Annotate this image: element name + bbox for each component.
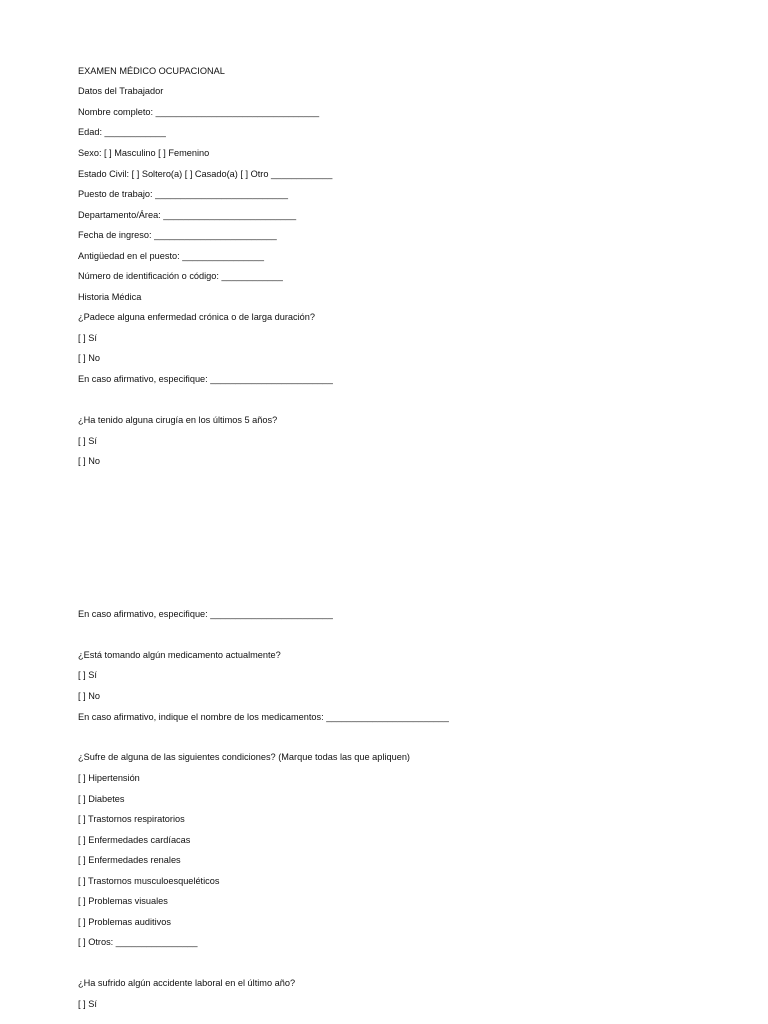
chronic-disease-specify-field: En caso afirmativo, especifique: ________________________ [78, 374, 333, 384]
age-field: Edad: ____________ [78, 127, 166, 137]
condition-option-respiratory: [ ] Trastornos respiratorios [78, 814, 185, 824]
condition-option-renal: [ ] Enfermedades renales [78, 855, 181, 865]
sex-field: Sexo: [ ] Masculino [ ] Femenino [78, 148, 210, 158]
surgery-question: ¿Ha tenido alguna cirugía en los últimos 5 años? [78, 415, 278, 425]
chronic-disease-no-option: [ ] No [78, 353, 100, 363]
document-title: EXAMEN MÉDICO OCUPACIONAL [78, 66, 225, 76]
job-position-field: Puesto de trabajo: __________________________ [78, 189, 288, 199]
id-code-field: Número de identificación o código: ____________ [78, 271, 283, 281]
condition-option-musculoskeletal: [ ] Trastornos musculoesqueléticos [78, 876, 220, 886]
condition-option-auditory: [ ] Problemas auditivos [78, 917, 171, 927]
surgery-no-option: [ ] No [78, 456, 100, 466]
surgery-specify-field: En caso afirmativo, especifique: ________________________ [78, 609, 333, 619]
worker-section-heading: Datos del Trabajador [78, 86, 164, 96]
condition-option-diabetes: [ ] Diabetes [78, 794, 125, 804]
start-date-field: Fecha de ingreso: ________________________ [78, 230, 277, 240]
chronic-disease-question: ¿Padece alguna enfermedad crónica o de larga duración? [78, 312, 315, 322]
medication-yes-option: [ ] Sí [78, 670, 97, 680]
surgery-yes-option: [ ] Sí [78, 436, 97, 446]
medication-names-field: En caso afirmativo, indique el nombre de los medicamentos: ________________________ [78, 712, 449, 722]
condition-option-cardiac: [ ] Enfermedades cardíacas [78, 835, 191, 845]
medication-question: ¿Está tomando algún medicamento actualmente? [78, 650, 281, 660]
medical-history-heading: Historia Médica [78, 292, 142, 302]
medication-no-option: [ ] No [78, 691, 100, 701]
condition-option-hypertension: [ ] Hipertensión [78, 773, 140, 783]
conditions-question: ¿Sufre de alguna de las siguientes condiciones? (Marque todas las que apliquen) [78, 752, 410, 762]
work-accident-yes-option: [ ] Sí [78, 999, 97, 1009]
chronic-disease-yes-option: [ ] Sí [78, 333, 97, 343]
condition-option-visual: [ ] Problemas visuales [78, 896, 168, 906]
marital-status-field: Estado Civil: [ ] Soltero(a) [ ] Casado(a) [ ] Otro ____________ [78, 169, 333, 179]
seniority-field: Antigüedad en el puesto: ________________ [78, 251, 264, 261]
work-accident-question: ¿Ha sufrido algún accidente laboral en el último año? [78, 978, 296, 988]
department-field: Departamento/Área: __________________________ [78, 210, 297, 220]
full-name-field: Nombre completo: ________________________________ [78, 107, 320, 117]
condition-option-other: [ ] Otros: ________________ [78, 937, 198, 947]
